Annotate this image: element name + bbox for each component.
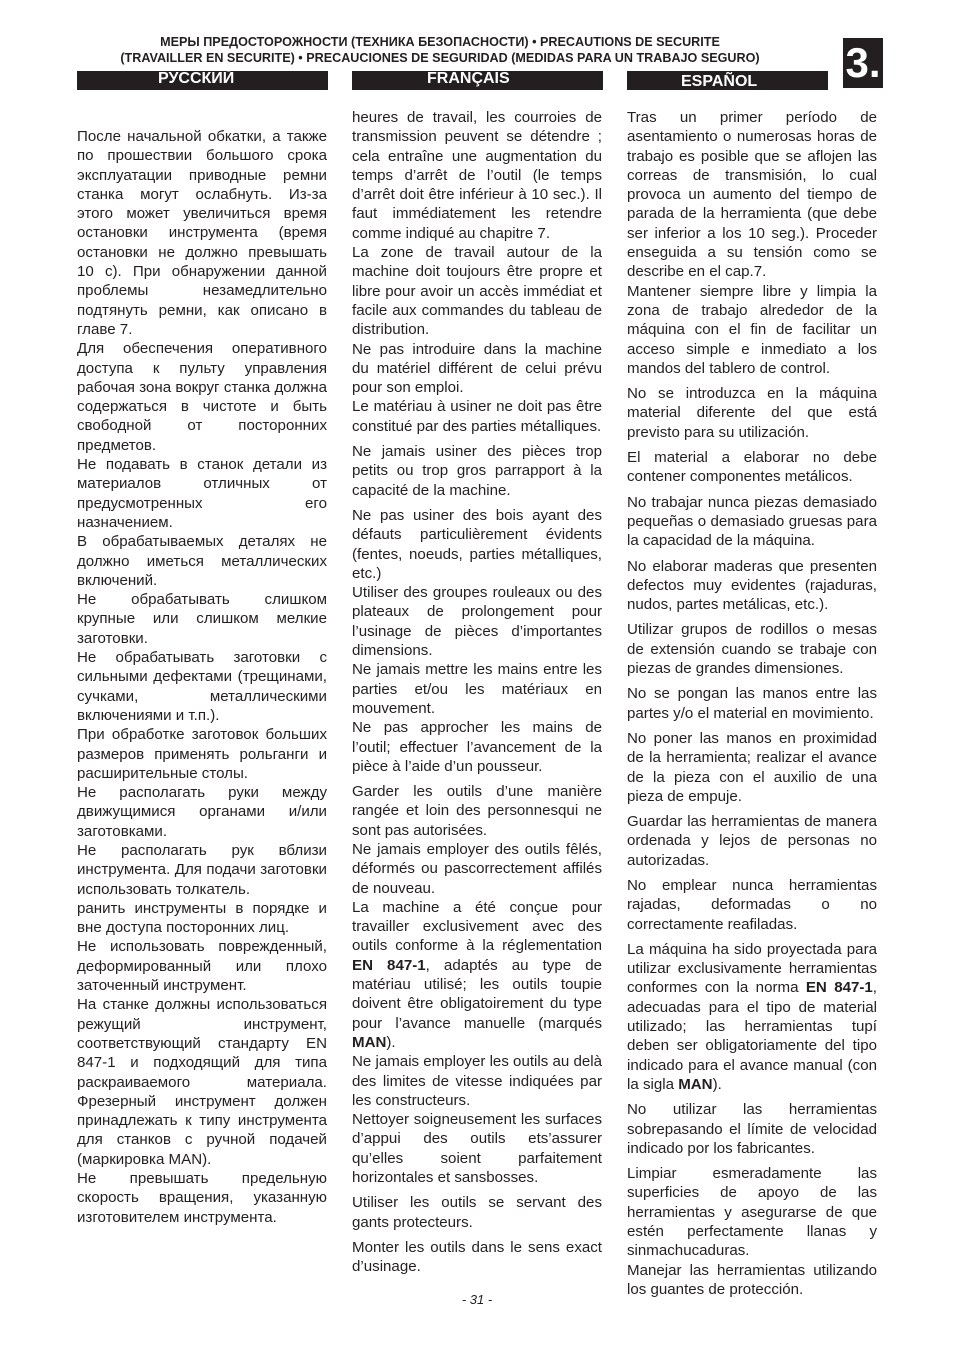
section-title-russian-label: РУССКИЙ — [158, 70, 235, 87]
fr-standard-text-cont: , adaptés au type de matériau utilisé; les outils toupie doivent être obligatoirement du type pour l’avance manuelle (marqués — [352, 956, 602, 1032]
section-title-russian — [77, 71, 328, 90]
es-paragraph: Mantener siempre libre y limpia la zona de trabajo alrededor de la máquina con el fin de facilitar un acceso simple e inmediato a los mandos del tablero de control. — [627, 282, 877, 377]
es-paragraph: No utilizar las herramientas sobrepasando el límite de velocidad indicado por los fabricantes. — [627, 1101, 877, 1157]
fr-paragraph: Nettoyer soigneusement les surfaces d’appui des outils ets’assurer qu’elles soient parfaitement horizontales et sansbosses. — [352, 1111, 602, 1187]
chapter-number: 3. — [843, 38, 883, 88]
es-paragraph: No poner las manos en proximidad de la herramienta; realizar el avance de la pieza con el auxilio de una pieza de empuje. — [627, 729, 877, 805]
es-paragraph: No elaborar maderas que presenten defectos muy evidentes (rajaduras, nudos, partes metálicas, etc.). — [627, 557, 877, 614]
fr-paragraph: La zone de travail autour de la machine doit toujours être propre et libre pour avoir un accès immédiat et facile aux commandes du tableau de distribution. — [352, 244, 602, 339]
fr-paragraph: Ne jamais employer les outils au delà des limites de vitesse indiquées par les constructeurs. — [352, 1053, 603, 1109]
es-paragraph: Guardar las herramientas de manera ordenada y lejos de personas no autorizadas. — [627, 813, 877, 869]
es-paragraph: El material a elaborar no debe contener componentes metálicos. — [627, 449, 877, 486]
ru-paragraph: Не обрабатывать заготовки с сильными дефектами (трещинами, сучками, металлическими включениями и т.п.). — [77, 649, 327, 724]
ru-paragraph: Не располагать руки между движущимися органами и/или заготовками. — [77, 784, 327, 840]
es-paragraph: No emplear nunca herramientas rajadas, deformadas o no correctamente reafiladas. — [627, 876, 877, 933]
es-paragraph: No se introduzca en la máquina material diferente del que está previsto para su utilización. — [627, 385, 877, 441]
section-title-french — [352, 71, 603, 90]
es-paragraph: No trabajar nunca piezas demasiado pequeñas o demasiado gruesas para la capacidad de la máquina. — [627, 493, 877, 550]
fr-paragraph: Garder les outils d’une manière rangée et loin des personnesqui ne sont pas autorisées. — [352, 783, 602, 839]
fr-paragraph: Ne jamais mettre les mains entre les parties et/ou les matériaux en mouvement. — [352, 661, 602, 717]
fr-paragraph: Le matériau à usiner ne doit pas être constitué par des parties métalliques. — [352, 398, 602, 435]
section-title-spanish — [627, 71, 828, 90]
fr-standard-text-end: ). — [386, 1033, 396, 1051]
fr-paragraph: Ne pas usiner des bois ayant des défauts particulièrement évidents (fentes, noeuds, parties métalliques, etc.) — [352, 506, 602, 582]
ru-paragraph: В обрабатываемых деталях не должно иметься металлических включений. — [77, 533, 327, 589]
french-column — [352, 108, 602, 1277]
fr-paragraph: Monter les outils dans le sens exact d’usinage. — [352, 1238, 602, 1276]
es-paragraph: Limpiar esmeradamente las superficies de apoyo de las herramientas y asegurarse de que estén perfectamente llanas y sinmachucaduras. — [627, 1165, 877, 1260]
fr-paragraph: Ne jamais usiner des pièces trop petits ou trop gros parrapport à la capacité de la machine. — [352, 443, 602, 499]
es-standard-code: EN 847-1 — [805, 979, 873, 997]
es-paragraph: No se pongan las manos entre las partes y/o el material en movimiento. — [627, 685, 877, 722]
fr-paragraph: Ne pas introduire dans la machine du matériel différent de celui prévu pour son emploi. — [352, 340, 602, 397]
ru-paragraph: Не обрабатывать слишком крупные или слишком мелкие заготовки. — [77, 591, 327, 647]
ru-paragraph: После начальной обкатки, а также по прошествии большого срока эксплуатации приводные ремни станка могут ослабнуть. Из-за этого может увеличиться время остановки инструмента (время остановки не должно превышать 10 с). При обнаружении данной проблемы незамедлительно подтянуть ремни, как описано в главе 7. — [77, 128, 327, 338]
section-title-spanish-label: ESPAÑOL — [681, 73, 758, 90]
fr-paragraph: Utiliser des groupes rouleaux ou des plateaux de prolongement pour l’usinage de pièces d’importantes dimensions. — [352, 584, 602, 660]
fr-paragraph: Ne jamais employer des outils fêlés, déformés ou pascorrectement affilés de nouveau. — [352, 840, 602, 897]
es-standard-text-cont: , adecuadas para el tipo de material utilizado; las herramientas tupí deben ser obligatoriamente del tipo indicado para el avance manual (con la sigla — [627, 979, 877, 1093]
ru-paragraph: Для обеспечения оперативного доступа к пульту управления рабочая зона вокруг станка должна содержаться в чистоте и быть свободной от посторонних предметов. — [77, 340, 327, 454]
header-line-1: МЕРЫ ПРЕДОСТОРОЖНОСТИ (ТЕХНИКА БЕЗОПАСНОСТИ) • PRECAUTIONS DE SECURITE — [160, 35, 720, 49]
es-paragraph: Utilizar grupos de rodillos o mesas de extensión cuando se trabaje con piezas de grandes dimensiones. — [627, 621, 877, 678]
spanish-column — [627, 108, 877, 1299]
fr-standard-text: La machine a été conçue pour travailler exclusivement avec des outils conforme à la réglementation — [352, 898, 602, 955]
header-line-2: (TRAVAILLER EN SECURITE) • PRECAUCIONES DE SEGURIDAD (MEDIDAS PARA UN TRABAJO SEGURO) — [120, 51, 760, 65]
ru-paragraph: На станке должны использоваться режущий инструмент, соответствующий стандарту EN 847-1 и подходящий для типа раскраиваемого материала. Фрезерный инструмент должен принадлежать к типу инструмента для станков с ручной подачей (маркировка MAN). — [77, 996, 327, 1168]
fr-paragraph: Utiliser les outils se servant des gants protecteurs. — [352, 1194, 602, 1231]
es-paragraph: Manejar las herramientas utilizando los guantes de protección. — [627, 1261, 877, 1298]
ru-paragraph: ранить инструменты в порядке и вне доступа посторонних лиц. — [77, 899, 327, 937]
fr-paragraph: Ne pas approcher les mains de l’outil; effectuer l’avancement de la pièce à l’aide d’un pousseur. — [352, 719, 602, 775]
es-paragraph: Tras un primer período de asentamiento o numerosas horas de trabajo es posible que se aflojen las correas de transmisión, lo cual provoca un aumento del tiempo de parada de la herramienta (que debe ser inferior a los 10 seg.). Proceder enseguida a su tensión como se describe en el cap.7. — [627, 109, 877, 281]
fr-paragraph — [352, 898, 602, 1052]
es-standard-text-end: ). — [712, 1075, 722, 1093]
fr-standard-code: EN 847-1 — [352, 956, 426, 974]
page-number: - 31 - — [461, 1292, 493, 1307]
ru-paragraph: При обработке заготовок больших размеров применять рольганги и расширительные столы. — [77, 726, 327, 782]
es-paragraph — [627, 940, 877, 1094]
ru-paragraph: Не превышать предельную скорость вращения, указанную изготовителем инструмента. — [77, 1170, 327, 1226]
fr-paragraph: heures de travail, les courroies de transmission peuvent se détendre ; cela entraîne une augmentation du temps d’arrêt de l’outil (le temps d’arrêt doit être inférieur à 10 sec.). Il faut immédiatement les retendre comme indiqué au chapitre 7. — [352, 109, 602, 242]
es-man-mark: MAN — [678, 1075, 713, 1093]
fr-man-mark: MAN — [352, 1033, 387, 1051]
ru-paragraph: Не подавать в станок детали из материалов отличных от предусмотренных его назначением. — [77, 456, 327, 531]
section-title-french-label: FRANÇAIS — [427, 70, 510, 87]
es-standard-text: La máquina ha sido proyectada para utilizar exclusivamente herramientas conformes con la norma — [627, 940, 877, 997]
russian-column — [77, 127, 327, 1227]
ru-paragraph: Не располагать рук вблизи инструмента. Для подачи заготовки использовать толкатель. — [77, 841, 327, 898]
ru-paragraph: Не использовать поврежденный, деформированный или плохо заточенный инструмент. — [77, 938, 327, 995]
